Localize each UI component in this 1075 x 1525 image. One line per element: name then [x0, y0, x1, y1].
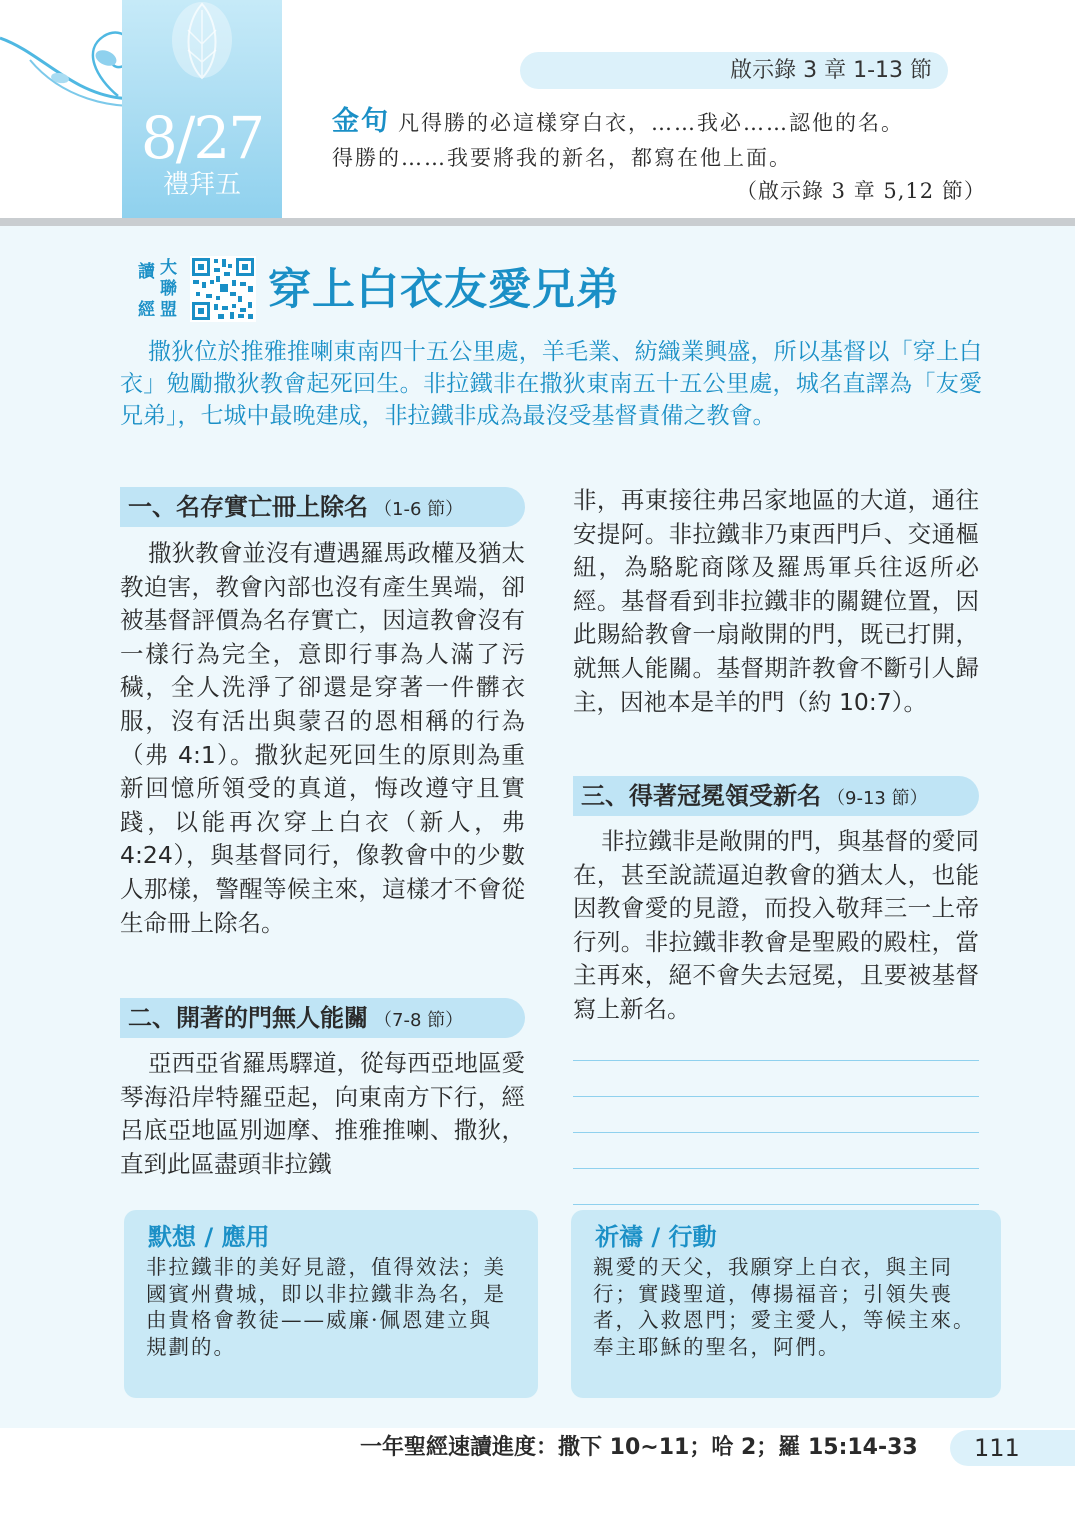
- note-line: [573, 1096, 979, 1097]
- meditation-title: 默想 / 應用: [148, 1223, 270, 1251]
- note-line: [573, 1168, 979, 1169]
- golden-verse: [332, 104, 992, 203]
- note-line: [573, 1132, 979, 1133]
- page-title: 穿上白衣友愛兄弟: [268, 265, 620, 315]
- meditation-text: 非拉鐵非的美好見證，值得效法；美國賓州費城，即以非拉鐵非為名，是由貴格會教徒——威廉·佩恩建立與規劃的。: [146, 1255, 506, 1359]
- golden-verse-line1: 凡得勝的必這樣穿白衣，……我必……認他的名。: [398, 111, 904, 135]
- golden-verse-ref: （啟示錄 3 章 5,12 節）: [736, 179, 986, 203]
- reading-progress: 一年聖經速讀進度：撒下 10~11；哈 2；羅 15:14-33: [360, 1435, 918, 1460]
- qr-label: 讀 大 聯 經 盟: [138, 258, 177, 320]
- section-heading-3: 三、得著冠冕領受新名 （9-13 節）: [573, 776, 979, 816]
- header-divider: [0, 218, 1075, 226]
- note-line: [573, 1204, 979, 1205]
- date-tab: [122, 0, 282, 219]
- note-line: [573, 1060, 979, 1061]
- meditation-box: [124, 1210, 538, 1398]
- intro-paragraph: 撒狄位於推雅推喇東南四十五公里處，羊毛業、紡織業興盛，所以基督以「穿上白衣」勉勵撒狄教會起死回生。非拉鐵非在撒狄東南五十五公里處，城名直譯為「友愛兄弟」，七城中最晚建成，非拉鐵非成為最沒受基督責備之教會。: [120, 339, 982, 429]
- section-heading-1: 一、名存實亡冊上除名 （1-6 節）: [120, 487, 525, 527]
- qr-code-icon[interactable]: [190, 256, 256, 322]
- prayer-title: 祈禱 / 行動: [595, 1223, 717, 1251]
- scripture-range: 啟示錄 3 章 1-13 節: [520, 52, 948, 89]
- section-body-2-continued: 非，再東接往弗呂家地區的大道，通往安提阿。非拉鐵非乃東西門戶、交通樞紐，為駱駝商隊及羅馬軍兵往返所必經。基督看到非拉鐵非的關鍵位置，因此賜給教會一扇敞開的門，既已打開，就無人能關。基督期許教會不斷引人歸主，因祂本是羊的門（約 10:7）。: [573, 486, 979, 716]
- section-body-3: 非拉鐵非是敞開的門，與基督的愛同在，甚至說謊逼迫教會的猶太人，也能因教會愛的見證，而投入敬拜三一上帝行列。非拉鐵非教會是聖殿的殿柱，當主再來，絕不會失去冠冕，且要被基督寫上新名。: [573, 827, 979, 1023]
- date: 8/27: [140, 104, 264, 172]
- weekday: 禮拜五: [162, 170, 241, 200]
- section-heading-2: 二、開著的門無人能關 （7-8 節）: [120, 998, 525, 1038]
- flower-bud-icon: [144, 0, 254, 96]
- golden-verse-label: 金句: [332, 106, 390, 137]
- section-body-1: 撒狄教會並沒有遭遇羅馬政權及猶太教迫害，教會內部也沒有產生異端，卻被基督評價為名存實亡，因這教會沒有一樣行為完全，意即行事為人滿了污穢，全人洗淨了卻還是穿著一件髒衣服，沒有活出與蒙召的恩相稱的行為（弗 4:1）。撒狄起死回生的原則為重新回憶所領受的真道，悔改遵守且實踐，以能再次穿上白衣（新人，弗 4:24），與基督同行，像教會中的少數人那樣，警醒等候主來，這樣才不會從生命冊上除名。: [120, 539, 525, 937]
- page-number: 111: [974, 1434, 1020, 1462]
- prayer-text: 親愛的天父，我願穿上白衣，與主同行；實踐聖道，傳揚福音；引領失喪者，入救恩門；愛主愛人，等候主來。奉主耶穌的聖名，阿們。: [593, 1255, 976, 1359]
- prayer-box: [571, 1210, 1001, 1398]
- golden-verse-line2: 得勝的……我要將我的新名，都寫在他上面。: [332, 146, 792, 170]
- section-body-2: 亞西亞省羅馬驛道，從每西亞地區愛琴海沿岸特羅亞起，向東南方下行，經呂底亞地區別迦摩、推雅推喇、撒狄，直到此區盡頭非拉鐵: [120, 1049, 525, 1178]
